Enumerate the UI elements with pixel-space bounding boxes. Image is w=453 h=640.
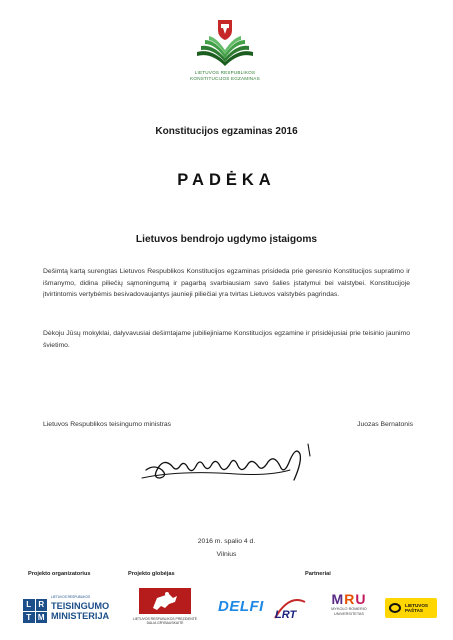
tm-name	[51, 601, 109, 621]
lrt-logo	[271, 596, 307, 622]
mru-mark	[322, 591, 376, 607]
delfi-logo: DELFI	[218, 598, 264, 615]
post-text-line2: PAŠTAS	[405, 608, 423, 613]
certificate-title: PADĖKA	[177, 171, 276, 189]
exam-title: Konstitucijos egzaminas 2016	[155, 126, 298, 137]
post-text	[405, 603, 428, 613]
open-book-with-coat-of-arms-icon	[195, 18, 255, 70]
partners-label: Partneriai	[305, 571, 331, 577]
body-paragraph-2: Dėkoju Jūsų mokyklai, dalyvavusiai dešimtajame jubiliejiniame Konstitucijos egzamine ir prisidėjusiai prie teisinio jaunimo švietimo.	[43, 330, 410, 349]
lietuvos-pastas-logo	[385, 598, 437, 618]
signer-name: Juozas Bernatonis	[357, 421, 413, 428]
mru-text-line2: UNIVERSITETAS	[334, 611, 364, 616]
mru-letter: M	[331, 591, 345, 607]
tm-small-text: LIETUVOS RESPUBLIKOS	[51, 595, 91, 599]
post-text-line1: LIETUVOS	[405, 603, 428, 608]
president-text-line1: LIETUVOS RESPUBLIKOS PREZIDENTĖ	[132, 617, 198, 621]
president-text	[127, 617, 203, 625]
president-text-line2: DALIA GRYBAUSKAITĖ	[146, 621, 184, 625]
signer-role: Lietuvos Respublikos teisingumo ministras	[43, 421, 172, 428]
mru-letter: R	[344, 591, 356, 607]
place: Vilnius	[216, 551, 237, 558]
handwritten-signature	[140, 440, 320, 486]
ltrm-grid-icon	[23, 599, 47, 623]
logo-text-line2: KONSTITUCIJOS EGZAMINAS	[190, 75, 260, 81]
mru-text-line1: MYKOLO ROMERIO	[331, 607, 367, 611]
patron-label: Projekto globėjas	[128, 571, 175, 577]
organizer-label: Projekto organizatorius	[28, 571, 91, 577]
mru-logo	[322, 591, 376, 627]
president-logo	[127, 588, 203, 632]
mru-letter: U	[355, 591, 367, 607]
exam-logo	[183, 18, 267, 90]
body-paragraph-1: Dešimtą kartą surengtas Lietuvos Respublikos Konstitucijos egzaminas prisideda prie geresnio Konstitucijos supratimo ir išmanymo, didina piliečių sąmoningumą ir pagarbą svarbiausiam savo šalies įstatymui bei valstybei. Konstitucijoje įtvirtintomis vertybėmis besivadovaujantys jaunieji piliečiai yra tvirtas Lietuvos valstybės pagrindas.	[43, 268, 410, 299]
vytis-coat-of-arms-icon	[139, 588, 191, 614]
mru-text	[322, 607, 376, 616]
date: 2016 m. spalio 4 d.	[197, 538, 256, 545]
tm-letter: M	[36, 612, 48, 624]
logo-text-line1: LIETUVOS RESPUBLIKOS	[194, 70, 256, 75]
tm-letter: L	[23, 599, 35, 611]
tm-letter: R	[36, 599, 48, 611]
tm-letter: T	[23, 612, 35, 624]
tm-name-line2: MINISTERIJA	[51, 611, 110, 621]
post-horn-icon	[389, 603, 401, 613]
ministry-of-justice-logo	[23, 595, 113, 624]
recipient: Lietuvos bendrojo ugdymo įstaigoms	[135, 234, 318, 245]
tm-name-line1: TEISINGUMO	[51, 601, 110, 611]
lrt-text: LRT	[275, 609, 297, 621]
